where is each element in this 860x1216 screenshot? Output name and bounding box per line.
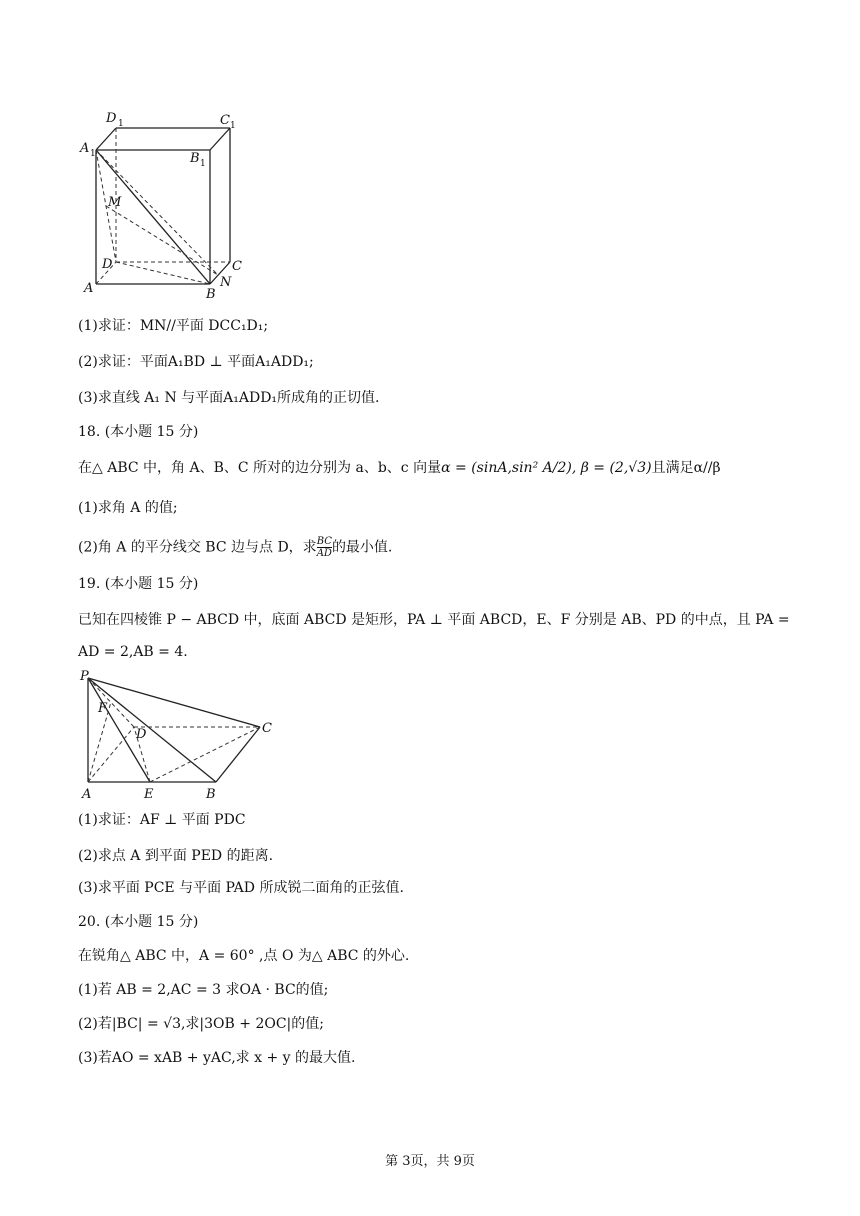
q17-part1: (1)求证：MN//平面 DCC₁D₁; — [78, 318, 269, 334]
q18-part1: (1)求角 A 的值; — [78, 500, 178, 516]
q19-heading: 19. (本小题 15 分) — [78, 576, 199, 592]
label-c2: C — [262, 721, 272, 736]
frac-den: AD — [316, 548, 332, 559]
label-c1: C — [220, 113, 230, 128]
label-c1-sub: 1 — [230, 121, 236, 131]
q20-part3: (3)若AO = xAB + yAC,求 x + y 的最大值. — [78, 1050, 356, 1066]
label-b: B — [206, 287, 216, 302]
label-a1-sub: 1 — [90, 149, 96, 159]
label-f: F — [98, 701, 108, 716]
pyramid-figure — [78, 664, 278, 802]
label-b1: B — [190, 151, 200, 166]
q19-stem-line1: 已知在四棱锥 P − ABCD 中，底面 ABCD 是矩形，PA ⊥ 平面 ABCD，E、F 分别是 AB、PD 的中点，且 PA = — [78, 612, 790, 628]
q18-condition: 且满足α//β — [651, 460, 721, 476]
label-d1-sub: 1 — [118, 119, 124, 129]
q18-stem-text: 在△ ABC 中，角 A、B、C 所对的边分别为 a、b、c 向量 — [78, 460, 442, 476]
q18-stem — [78, 458, 721, 478]
q17-part2: (2)求证：平面A₁BD ⊥ 平面A₁ADD₁; — [78, 354, 314, 370]
label-e: E — [144, 787, 154, 802]
label-a1: A — [80, 141, 90, 156]
label-a: A — [84, 281, 94, 296]
label-m: M — [108, 195, 122, 210]
q18-part2-text: (2)角 A 的平分线交 BC 边与点 D，求 — [78, 539, 317, 556]
label-d1: D — [106, 111, 117, 126]
label-d2: D — [136, 727, 147, 742]
q19-part1: (1)求证：AF ⊥ 平面 PDC — [78, 812, 246, 828]
label-p: P — [80, 669, 89, 684]
q18-part2-end: 的最小值. — [331, 539, 393, 556]
q20-stem: 在锐角△ ABC 中，A = 60° ,点 O 为△ ABC 的外心. — [78, 948, 410, 964]
prism-figure — [78, 108, 258, 308]
label-n: N — [220, 275, 232, 290]
q19-part2: (2)求点 A 到平面 PED 的距离. — [78, 848, 274, 864]
label-d: D — [102, 257, 113, 272]
q18-fraction — [317, 536, 332, 559]
label-b1-sub: 1 — [200, 159, 206, 169]
label-c: C — [232, 259, 242, 274]
q19-part3: (3)求平面 PCE 与平面 PAD 所成锐二面角的正弦值. — [78, 880, 404, 896]
q20-part1: (1)若 AB = 2,AC = 3 求OA · BC的值; — [78, 982, 329, 998]
q18-vectors: α = (sinA,sin² A/2), β = (2,√3) — [441, 460, 652, 476]
page-footer: 第 3页，共 9页 — [385, 1154, 475, 1169]
q18-part2 — [78, 536, 392, 559]
q18-heading: 18. (本小题 15 分) — [78, 424, 199, 440]
label-a2: A — [82, 787, 92, 802]
q20-part2: (2)若|BC| = √3,求|3OB + 2OC|的值; — [78, 1016, 324, 1032]
label-b2: B — [206, 787, 216, 802]
q20-heading: 20. (本小题 15 分) — [78, 914, 199, 930]
q17-part3: (3)求直线 A₁ N 与平面A₁ADD₁所成角的正切值. — [78, 390, 380, 406]
frac-num: BC — [316, 536, 332, 547]
q19-stem-line2: AD = 2,AB = 4. — [78, 644, 188, 660]
